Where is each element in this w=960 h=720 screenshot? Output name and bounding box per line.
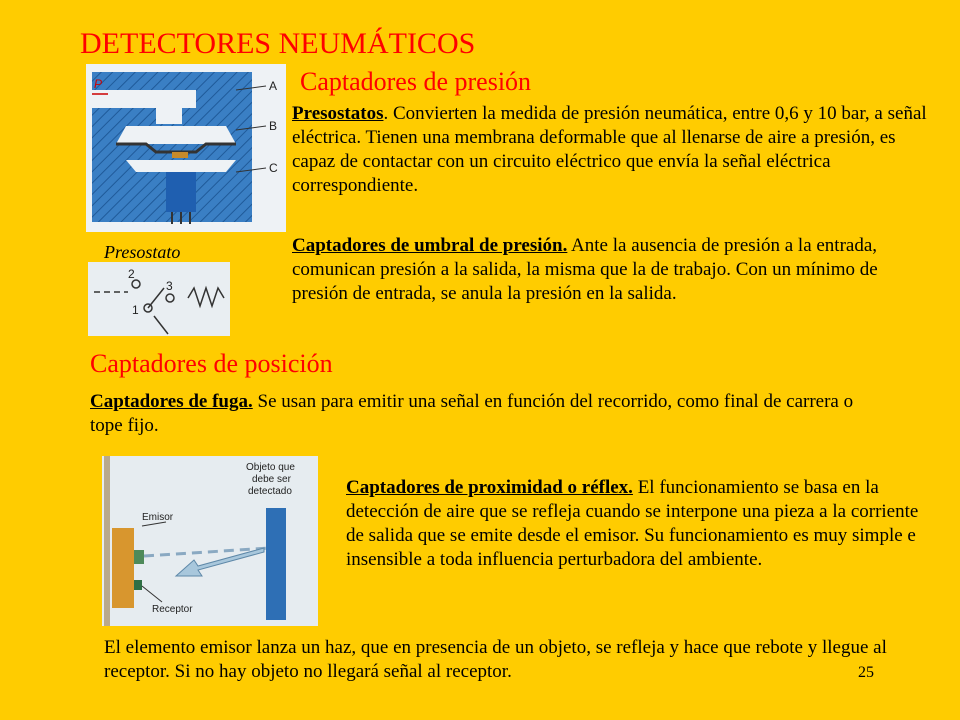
- label-p: P: [94, 77, 103, 91]
- presostato-figure: [86, 64, 286, 232]
- page-number: 25: [858, 664, 874, 681]
- label-b: B: [269, 119, 278, 133]
- pressure-heading: Captadores de presión: [300, 67, 532, 96]
- object-label-line-1: Objeto que: [246, 462, 295, 473]
- label-a: A: [269, 79, 278, 93]
- umbral-text: Ante la ausencia de presión a la entrada, comunican presión a la salida, la misma que la de trabajo. Con un mínimo de presión de entrada, se anula la presión en la salida.: [292, 235, 878, 304]
- switch-label-2: 2: [128, 267, 135, 281]
- label-c: C: [269, 161, 278, 175]
- slide-title: DETECTORES NEUMÁTICOS: [80, 27, 476, 60]
- reflex-sensor-figure: [102, 456, 318, 626]
- position-heading: Captadores de posición: [90, 349, 333, 378]
- switch-symbol-figure: [88, 262, 230, 336]
- switch-label-3: 3: [166, 279, 173, 293]
- receiver-label: Receptor: [152, 604, 193, 615]
- switch-label-1: 1: [132, 303, 139, 317]
- presostatos-paragraph: [292, 102, 932, 198]
- umbral-term: Captadores de umbral de presión.: [292, 235, 568, 256]
- presostatos-term: Presostatos: [292, 103, 384, 124]
- fuga-paragraph: [90, 390, 880, 438]
- emitter-label: Emisor: [142, 512, 174, 523]
- closing-paragraph: El elemento emisor lanza un haz, que en presencia de un objeto, se refleja y hace que rebote y llegue al receptor. Si no hay objeto no llegará señal al receptor.: [104, 637, 887, 682]
- proximidad-paragraph: [346, 476, 936, 572]
- presostatos-text: . Convierten la medida de presión neumática, entre 0,6 y 10 bar, a señal eléctrica. Tienen una membrana deformable que al llenarse de aire a presión, es capaz de contactar con un circuito eléctrico que envía la señal eléctrica correspondiente.: [292, 103, 927, 196]
- object-label-line-3: detectado: [248, 486, 292, 497]
- umbral-paragraph: [292, 234, 932, 306]
- fuga-term: Captadores de fuga.: [90, 391, 253, 412]
- proximidad-text: El funcionamiento se basa en la detección de aire que se refleja cuando se interpone una pieza a la corriente de salida que se emite desde el emisor. Su funcionamiento es muy simple e insensible a toda influencia perturbadora del ambiente.: [346, 477, 919, 570]
- object-label-line-2: debe ser: [252, 474, 291, 485]
- presostato-caption: Presostato: [104, 242, 181, 262]
- proximidad-term: Captadores de proximidad o réflex.: [346, 477, 633, 498]
- fuga-text: Se usan para emitir una señal en función del recorrido, como final de carrera o tope fijo.: [90, 391, 854, 436]
